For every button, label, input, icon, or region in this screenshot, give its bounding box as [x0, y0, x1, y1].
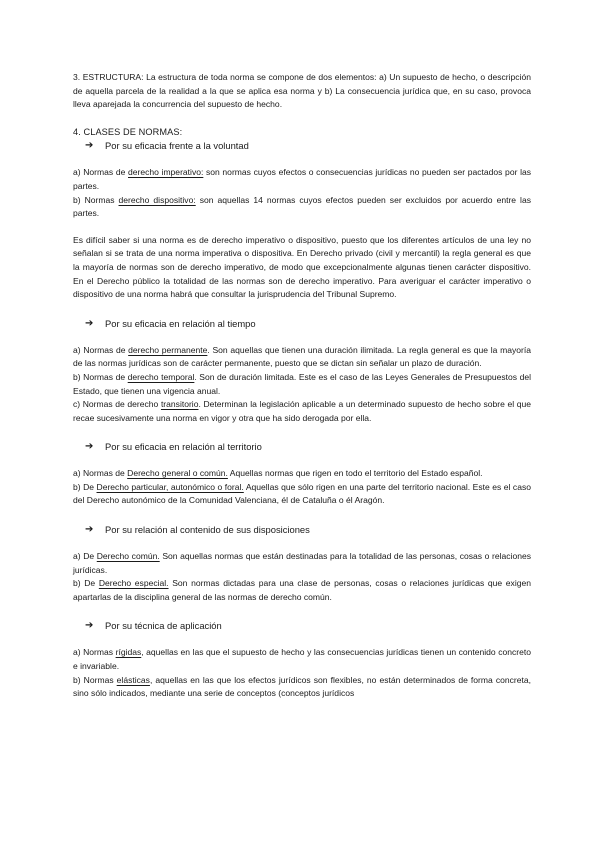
document-body [73, 71, 531, 701]
section-tecnica-title [73, 619, 531, 633]
arrow-bullet-icon: ➔ [85, 524, 94, 536]
term-derecho-comun: Derecho común. [96, 551, 160, 562]
term-derecho-imperativo: derecho imperativo: [128, 167, 204, 178]
arrow-bullet-icon: ➔ [85, 317, 94, 329]
section-voluntad-title [73, 139, 531, 153]
clases-heading: 4. CLASES DE NORMAS: [73, 126, 183, 137]
term-derecho-general: Derecho general o común. [127, 468, 228, 479]
section-contenido-title [73, 523, 531, 537]
section-title-text: Por su relación al contenido de sus disposiciones [105, 524, 310, 536]
term-derecho-dispositivo: derecho dispositivo: [118, 194, 196, 205]
arrow-bullet-icon: ➔ [85, 441, 94, 453]
arrow-bullet-icon: ➔ [85, 620, 94, 632]
estructura-paragraph: 3. ESTRUCTURA: La estructura de toda norma se compone de dos elementos: a) Un supuesto de hecho, o descripción de aquella parcela de la realidad a la que se aplica esa norma y b) La consecuencia jurídica que, en su caso, provoca lleva aparejada la concurrencia del supuesto de hecho. [73, 72, 531, 110]
term-derecho-temporal: derecho temporal [127, 371, 195, 382]
section-tiempo-title [73, 317, 531, 331]
voluntad-item-b: b) Normas derecho dispositivo: son aquellas 14 normas cuyos efectos pueden ser excluidos por acuerdo entre las partes. [73, 194, 531, 219]
term-elasticas: elásticas [116, 674, 150, 685]
section-title-text: Por su eficacia en relación al tiempo [105, 317, 256, 329]
voluntad-item-a: a) Normas de derecho imperativo: son normas cuyos efectos o consecuencias jurídicas no pueden ser pactados por las partes. [73, 167, 531, 191]
term-derecho-particular: Derecho particular, autonómico o foral. [96, 481, 244, 492]
arrow-bullet-icon: ➔ [85, 140, 94, 152]
contenido-item-a: a) De Derecho común. Son aquellas normas que están destinadas para la totalidad de las personas, cosas o relaciones jurídicas. [73, 551, 531, 575]
tiempo-item-c: c) Normas de derecho transitorio. Determinan la legislación aplicable a un determinado supuesto de hecho sobre el que recae sucesivamente una norma en vigor y otra que ha sido derogada por ella. [73, 399, 531, 423]
section-title-text: Por su eficacia frente a la voluntad [105, 140, 249, 152]
section-title-text: Por su técnica de aplicación [105, 620, 222, 632]
territorio-item-b: b) De Derecho particular, autonómico o foral. Aquellas que sólo rigen en una parte del territorio nacional. Este es el caso del Derecho autonómico de la Comunidad Valenciana, él de Cataluña o él Aragón. [73, 481, 531, 506]
tiempo-item-a: a) Normas de derecho permanente. Son aquellas que tienen una duración ilimitada. La regla general es que la mayoría de las normas jurídicas son de carácter permanente, puesto que se dictan sin señalar un plazo de duración. [73, 344, 531, 369]
section-title-text: Por su eficacia en relación al territorio [105, 441, 262, 453]
section-territorio-title [73, 440, 531, 454]
territorio-item-a: a) Normas de Derecho general o común. Aquellas normas que rigen en todo el territorio del Estado español. [73, 468, 483, 479]
voluntad-paragraph: Es difícil saber si una norma es de derecho imperativo o dispositivo, puesto que los diferentes artículos de una ley no señalan si se trata de una norma imperativa o dispositiva. En Derecho privado (civil y mercantil) la regla general es que la mayoría de normas son de derecho imperativo, de modo que excepcionalmente algunas tienen carácter dispositivo. En el Derecho público la totalidad de las normas son de derecho imperativo. Para averiguar el carácter imperativo o dispositivo de una norma habrá que consultar la jurisprudencia del Tribunal Supremo. [73, 234, 531, 300]
term-transitorio: transitorio [160, 399, 199, 410]
term-derecho-especial: Derecho especial. [98, 578, 169, 589]
contenido-item-b: b) De Derecho especial. Son normas dictadas para una clase de personas, cosas o relaciones jurídicas que exigen apartarlas de la disciplina general de las normas de derecho común. [73, 578, 531, 602]
term-derecho-permanente: derecho permanente [128, 344, 208, 355]
tiempo-item-b: b) Normas de derecho temporal. Son de duración limitada. Este es el caso de las Leyes Generales de Presupuestos del Estado, que tienen una vigencia anual. [73, 371, 531, 396]
tecnica-item-b: b) Normas elásticas, aquellas en las que los efectos jurídicos son flexibles, no están determinados de forma concreta, sino sólo indicados, mediante una serie de conceptos (conceptos jurídicos [73, 674, 531, 699]
term-rigidas: rígidas [115, 647, 142, 658]
tecnica-item-a: a) Normas rígidas, aquellas en las que el supuesto de hecho y las consecuencias jurídicas tienen un contenido concreto e invariable. [73, 647, 531, 672]
